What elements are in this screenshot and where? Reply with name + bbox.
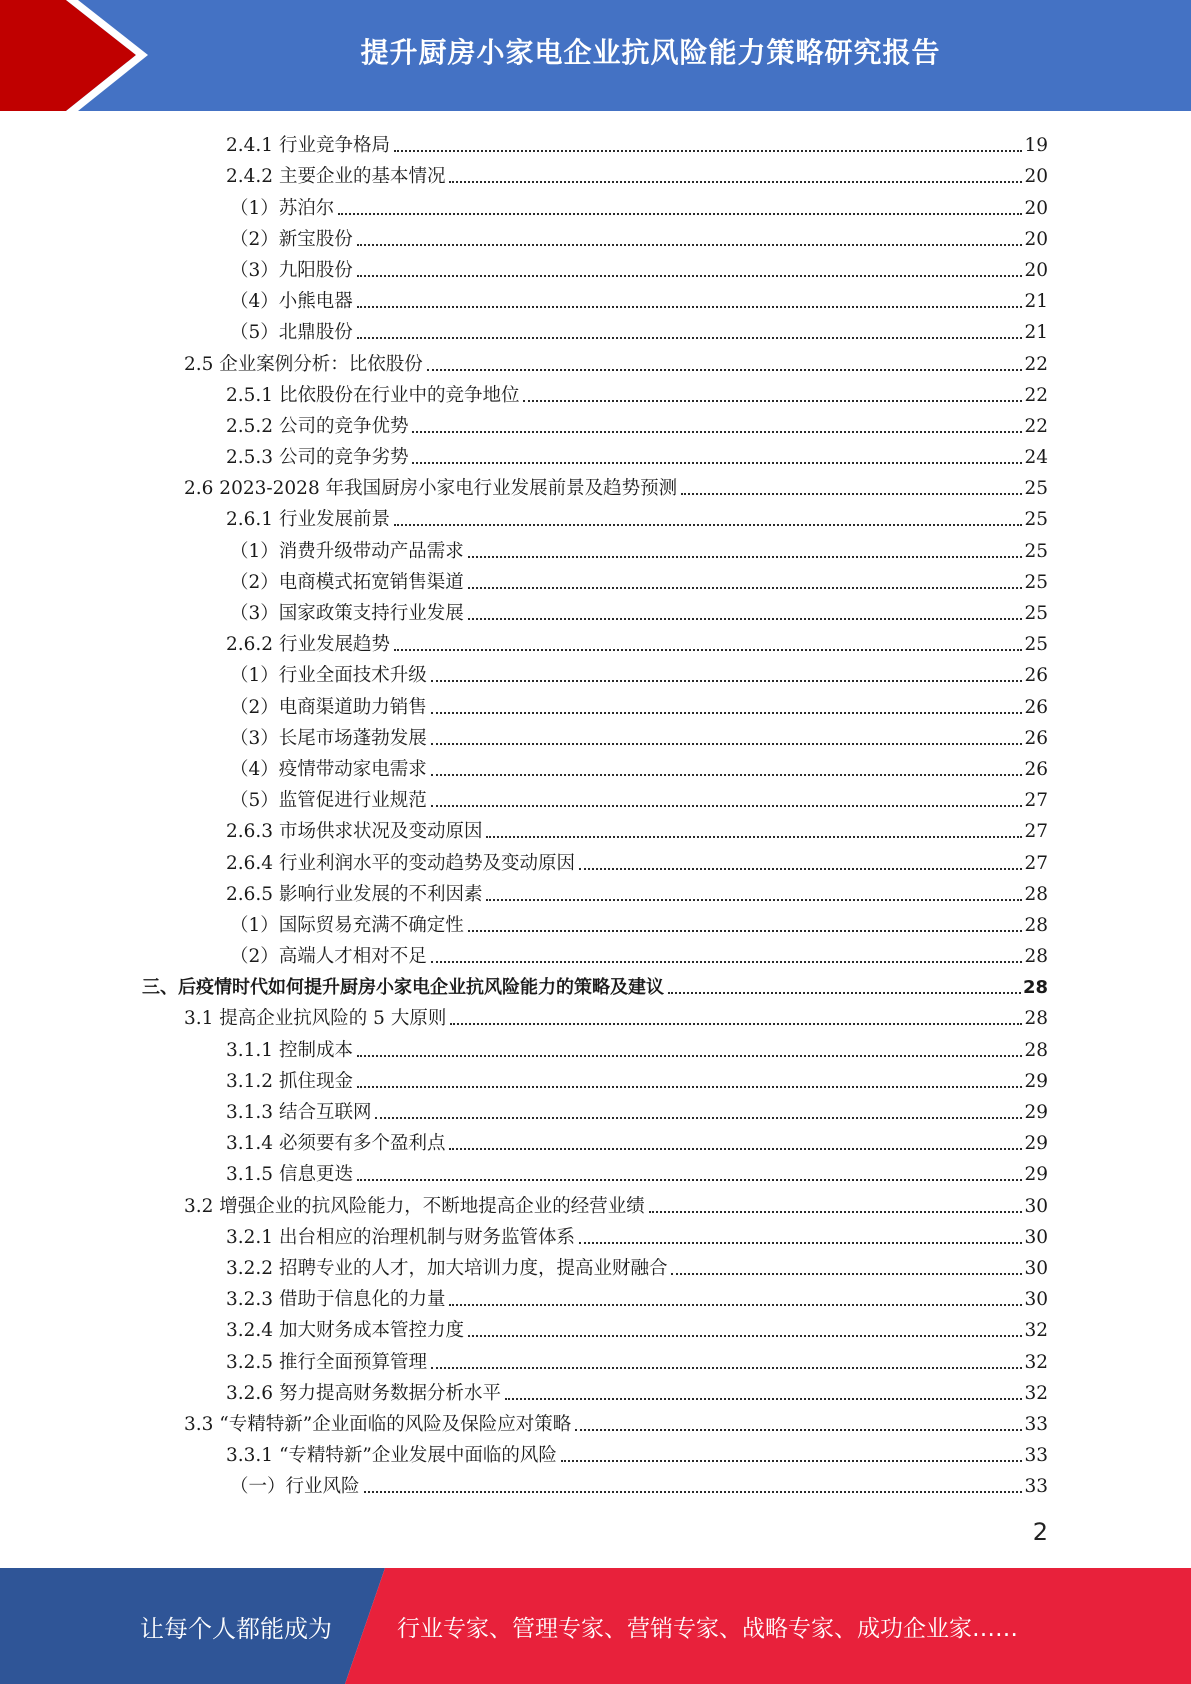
toc-leader-dots [671,1273,1022,1275]
toc-entry-page: 26 [1024,727,1048,749]
toc-entry[interactable] [142,938,1048,969]
toc-entry-page: 28 [1024,883,1048,905]
toc-entry-page: 32 [1024,1320,1048,1342]
toc-entry-title: 2.6.3 市场供求状况及变动原因 [226,821,483,843]
toc-entry[interactable] [142,283,1048,314]
toc-entry-title: （1）苏泊尔 [230,197,335,219]
toc-entry-title: 3.2.1 出台相应的治理机制与财务监管体系 [226,1226,575,1248]
toc-entry-page: 28 [1024,1008,1048,1030]
toc-leader-dots [468,587,1023,589]
toc-entry[interactable] [142,501,1048,532]
toc-entry-page: 22 [1024,415,1048,437]
toc-leader-dots [523,400,1022,402]
toc-entry-page: 29 [1024,1164,1048,1186]
toc-entry[interactable] [142,345,1048,376]
toc-entry-page: 20 [1024,166,1048,188]
toc-leader-dots [579,868,1022,870]
toc-entry-title: （5）监管促进行业规范 [230,790,427,812]
toc-leader-dots [449,181,1022,183]
toc-entry[interactable] [142,688,1048,719]
toc-entry-page: 25 [1024,478,1048,500]
toc-entry[interactable] [142,564,1048,595]
toc-entry-page: 33 [1024,1445,1048,1467]
toc-entry-page: 21 [1024,322,1048,344]
toc-entry-title: 2.5.2 公司的竞争优势 [226,415,409,437]
toc-entry[interactable] [142,408,1048,439]
toc-entry-title: （1）国际贸易充满不确定性 [230,914,464,936]
toc-entry-page: 20 [1024,259,1048,281]
toc-entry-title: 2.6.4 行业利润水平的变动趋势及变动原因 [226,852,575,874]
toc-entry[interactable] [142,1219,1048,1250]
toc-entry[interactable] [142,158,1048,189]
toc-entry[interactable] [142,1156,1048,1187]
toc-entry-title: 2.6.1 行业发展前景 [226,509,390,531]
toc-entry[interactable] [142,813,1048,844]
toc-leader-dots [449,1304,1022,1306]
toc-entry[interactable] [142,969,1048,1000]
toc-leader-dots [431,1367,1022,1369]
toc-entry-title: （2）高端人才相对不足 [230,946,427,968]
page-header [0,0,1191,111]
toc-entry-page: 28 [1024,1039,1048,1061]
footer-slogan-left: 让每个人都能成为 [140,1614,332,1643]
toc-entry-title: （4）小熊电器 [230,291,353,313]
toc-leader-dots [412,431,1022,433]
table-of-contents [142,127,1048,1499]
toc-entry-title: 三、后疫情时代如何提升厨房小家电企业抗风险能力的策略及建议 [142,977,664,999]
toc-leader-dots [394,524,1022,526]
toc-entry-page: 29 [1024,1133,1048,1155]
toc-entry-title: 2.4.1 行业竞争格局 [226,135,390,157]
toc-leader-dots [668,992,1021,994]
toc-entry-page: 25 [1024,571,1048,593]
toc-entry-title: （2）新宝股份 [230,228,353,250]
toc-entry-page: 21 [1024,291,1048,313]
toc-leader-dots [357,306,1023,308]
toc-leader-dots [468,618,1023,620]
toc-entry-title: 3.2.6 努力提高财务数据分析水平 [226,1382,501,1404]
toc-leader-dots [450,1023,1022,1025]
toc-entry[interactable] [142,876,1048,907]
toc-entry-title: 3.2 增强企业的抗风险能力，不断地提高企业的经营业绩 [184,1195,645,1217]
toc-entry[interactable] [142,595,1048,626]
toc-entry[interactable] [142,1406,1048,1437]
page-footer [0,1568,1191,1684]
toc-entry[interactable] [142,907,1048,938]
toc-entry[interactable] [142,127,1048,158]
toc-entry-title: 2.6 2023-2028 年我国厨房小家电行业发展前景及趋势预测 [184,478,678,500]
toc-leader-dots [357,244,1023,246]
toc-entry-title: （4）疫情带动家电需求 [230,758,427,780]
toc-entry-page: 32 [1024,1382,1048,1404]
toc-entry-page: 32 [1024,1351,1048,1373]
toc-entry-title: 3.1.4 必须要有多个盈利点 [226,1133,446,1155]
toc-leader-dots [375,1117,1022,1119]
toc-leader-dots [357,1179,1023,1181]
toc-entry-page: 28 [1024,946,1048,968]
toc-entry[interactable] [142,1031,1048,1062]
toc-entry[interactable] [142,782,1048,813]
toc-entry[interactable] [142,1375,1048,1406]
toc-entry-title: （3）长尾市场蓬勃发展 [230,727,427,749]
toc-entry[interactable] [142,1000,1048,1031]
toc-entry-page: 30 [1024,1257,1048,1279]
toc-entry-title: 3.1.1 控制成本 [226,1039,353,1061]
toc-leader-dots [431,680,1023,682]
toc-entry[interactable] [142,844,1048,875]
toc-entry-page: 24 [1024,447,1048,469]
toc-entry[interactable] [142,439,1048,470]
toc-entry-page: 27 [1024,852,1048,874]
toc-entry-title: 2.6.5 影响行业发展的不利因素 [226,883,483,905]
toc-leader-dots [357,1086,1023,1088]
toc-entry[interactable] [142,532,1048,563]
toc-leader-dots [394,150,1022,152]
toc-entry-page: 28 [1024,914,1048,936]
toc-entry-page: 26 [1024,696,1048,718]
toc-entry[interactable] [142,221,1048,252]
toc-entry-page: 20 [1024,228,1048,250]
toc-leader-dots [649,1211,1023,1213]
toc-entry[interactable] [142,657,1048,688]
toc-entry-page: 25 [1024,634,1048,656]
toc-entry[interactable] [142,1343,1048,1374]
toc-entry[interactable] [142,1312,1048,1343]
toc-entry-title: （3）国家政策支持行业发展 [230,603,464,624]
toc-leader-dots [357,337,1023,339]
toc-leader-dots [449,1148,1022,1150]
toc-leader-dots [505,1398,1022,1400]
toc-entry[interactable] [142,1094,1048,1125]
page-number: 2 [1032,1518,1048,1546]
toc-leader-dots [431,774,1023,776]
toc-leader-dots [431,805,1023,807]
toc-leader-dots [338,213,1022,215]
toc-entry-title: 2.5.1 比依股份在行业中的竞争地位 [226,384,520,406]
document-title: 提升厨房小家电企业抗风险能力策略研究报告 [360,36,941,69]
toc-entry-page: 27 [1024,790,1048,812]
toc-entry-title: 3.2.4 加大财务成本管控力度 [226,1320,464,1342]
toc-leader-dots [364,1491,1023,1493]
toc-entry[interactable] [142,751,1048,782]
toc-entry-title: （1）行业全面技术升级 [230,665,427,687]
toc-entry-page: 25 [1024,509,1048,531]
toc-entry-page: 33 [1024,1476,1048,1498]
toc-entry[interactable] [142,314,1048,345]
toc-entry[interactable] [142,470,1048,501]
toc-entry-title: 2.5.3 公司的竞争劣势 [226,447,409,469]
toc-entry[interactable] [142,626,1048,657]
toc-entry-title: （3）九阳股份 [230,259,353,281]
toc-entry-page: 19 [1024,135,1048,157]
toc-entry-title: （5）北鼎股份 [230,322,353,344]
toc-entry-page: 28 [1022,977,1048,999]
toc-entry-title: 2.5 企业案例分析：比依股份 [184,353,423,375]
toc-entry-page: 26 [1024,665,1048,687]
toc-entry-page: 33 [1024,1413,1048,1435]
toc-entry[interactable] [142,1187,1048,1218]
toc-entry[interactable] [142,1468,1048,1499]
toc-entry-page: 27 [1024,821,1048,843]
toc-entry-title: （2）电商模式拓宽销售渠道 [230,571,464,593]
toc-entry-title: （一）行业风险 [230,1476,360,1498]
footer-slogan-right: 行业专家、管理专家、营销专家、战略专家、成功企业家…… [397,1615,1018,1642]
toc-entry-title: （2）电商渠道助力销售 [230,696,427,718]
toc-entry-title: （1）消费升级带动产品需求 [230,540,464,562]
toc-entry[interactable] [142,1281,1048,1312]
toc-entry-page: 30 [1024,1289,1048,1311]
toc-leader-dots [357,1055,1023,1057]
toc-entry-page: 30 [1024,1226,1048,1248]
toc-leader-dots [427,369,1023,371]
toc-leader-dots [486,836,1022,838]
toc-entry-title: 3.2.2 招聘专业的人才，加大培训力度，提高业财融合 [226,1257,668,1279]
toc-entry[interactable] [142,720,1048,751]
toc-entry[interactable] [142,189,1048,220]
toc-entry[interactable] [142,1437,1048,1468]
toc-entry[interactable] [142,252,1048,283]
toc-entry-page: 29 [1024,1102,1048,1123]
toc-leader-dots [561,1460,1023,1462]
toc-leader-dots [412,462,1022,464]
toc-entry-title: 3.3 “专精特新”企业面临的风险及保险应对策略 [184,1413,572,1435]
toc-entry-page: 22 [1024,384,1048,406]
toc-entry[interactable] [142,1063,1048,1094]
toc-entry-title: 3.1.2 抓住现金 [226,1070,353,1092]
toc-leader-dots [468,930,1023,932]
toc-entry[interactable] [142,1125,1048,1156]
toc-entry-page: 26 [1024,758,1048,780]
toc-leader-dots [468,556,1023,558]
toc-entry-title: 2.4.2 主要企业的基本情况 [226,166,446,188]
toc-leader-dots [357,275,1023,277]
toc-entry-page: 29 [1024,1070,1048,1092]
toc-leader-dots [431,743,1023,745]
toc-entry-page: 20 [1024,197,1048,219]
toc-entry-title: 2.6.2 行业发展趋势 [226,634,390,656]
toc-entry-title: 3.1.5 信息更迭 [226,1164,353,1186]
toc-entry-page: 25 [1024,603,1048,624]
toc-leader-dots [486,899,1022,901]
toc-entry-title: 3.3.1 “专精特新”企业发展中面临的风险 [226,1445,557,1467]
toc-entry[interactable] [142,1250,1048,1281]
toc-entry-title: 3.1.3 结合互联网 [226,1102,372,1123]
toc-entry-title: 3.2.5 推行全面预算管理 [226,1351,427,1373]
toc-leader-dots [394,649,1022,651]
toc-entry-page: 22 [1024,353,1048,375]
toc-leader-dots [681,493,1022,495]
toc-entry-page: 25 [1024,540,1048,562]
toc-entry-title: 3.2.3 借助于信息化的力量 [226,1289,446,1311]
toc-leader-dots [579,1242,1022,1244]
toc-entry[interactable] [142,377,1048,408]
toc-leader-dots [468,1335,1022,1337]
toc-leader-dots [575,1429,1022,1431]
toc-entry-title: 3.1 提高企业抗风险的 5 大原则 [184,1008,447,1030]
toc-entry-page: 30 [1024,1195,1048,1217]
toc-leader-dots [431,712,1023,714]
toc-leader-dots [431,961,1023,963]
